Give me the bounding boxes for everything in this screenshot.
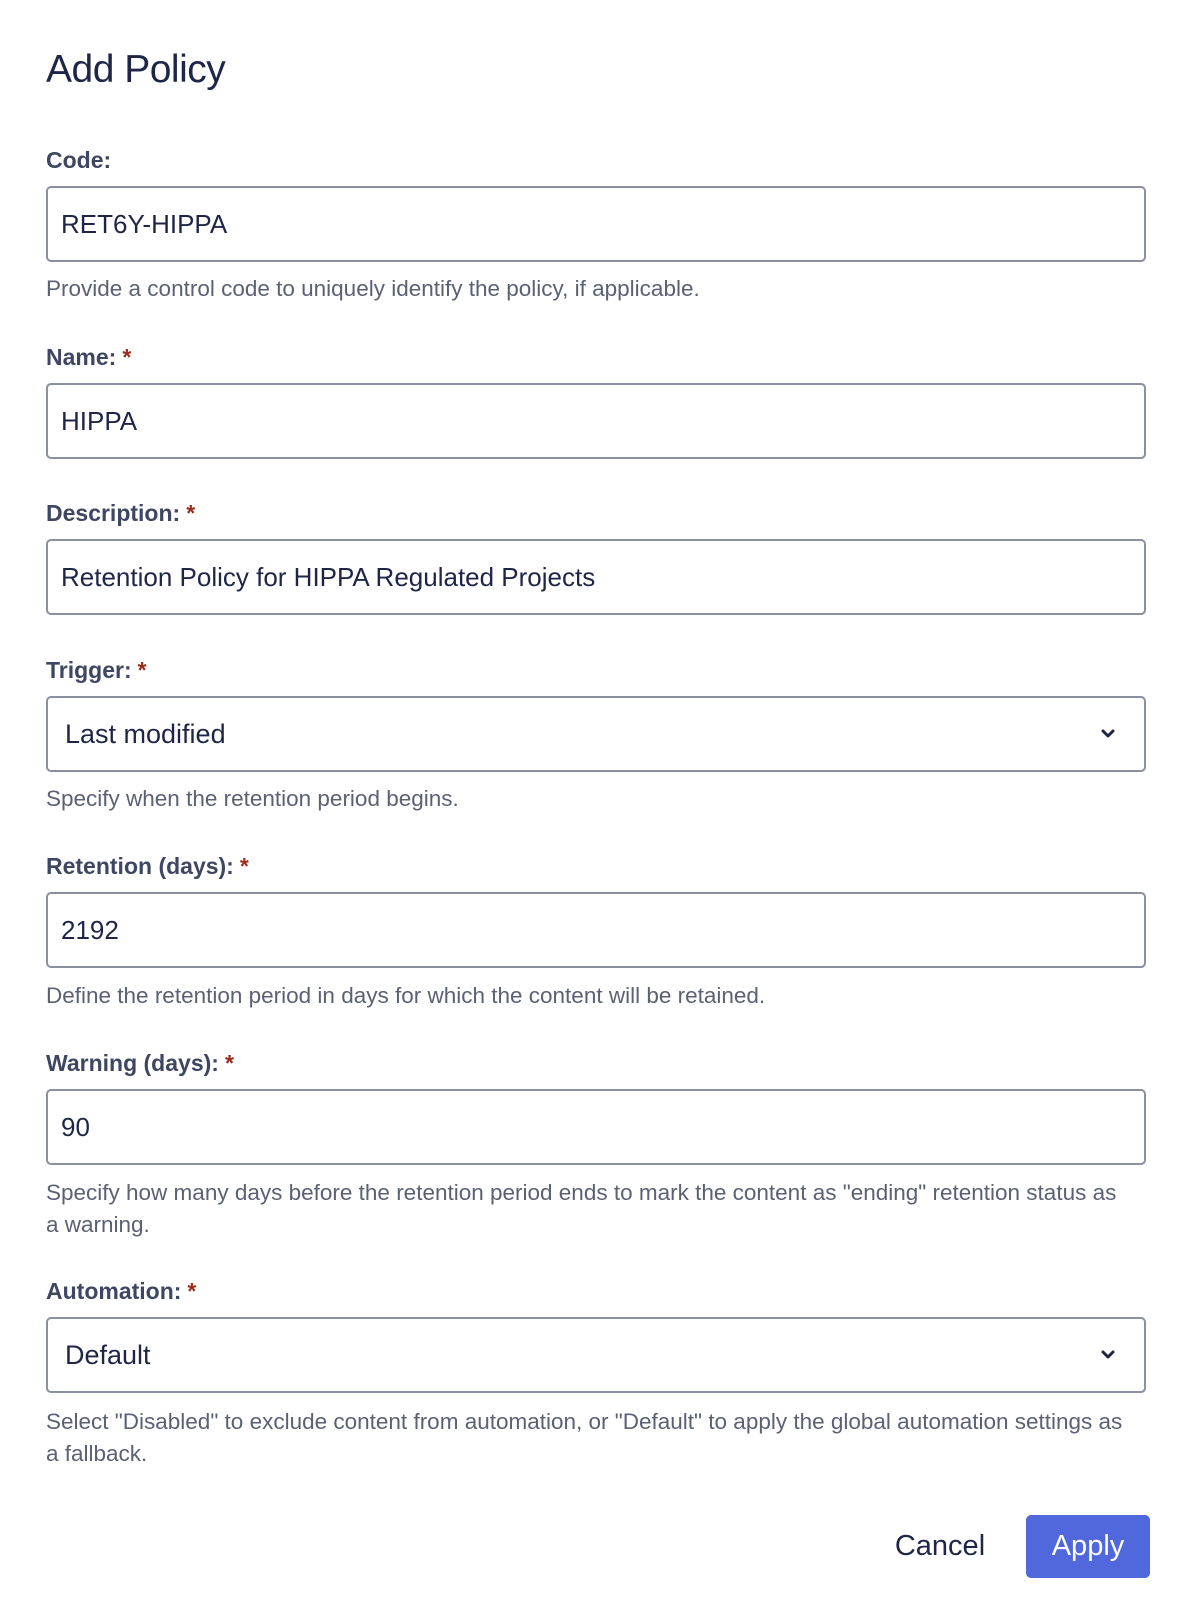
- name-value: HIPPA: [61, 405, 138, 436]
- code-label: [46, 147, 111, 174]
- trigger-select[interactable]: [46, 696, 1146, 772]
- automation-value: Default: [65, 1339, 151, 1370]
- chevron-down-icon: [1098, 1345, 1118, 1365]
- automation-label: [46, 1278, 196, 1305]
- required-asterisk: *: [239, 853, 249, 879]
- required-asterisk: *: [137, 657, 147, 683]
- trigger-value: Last modified: [65, 718, 226, 749]
- automation-select[interactable]: [46, 1317, 1146, 1393]
- code-help: Provide a control code to uniquely identify the policy, if applicable.: [46, 276, 700, 301]
- code-label-text: Code:: [46, 147, 112, 173]
- required-asterisk: *: [186, 500, 196, 526]
- warning-label-text: Warning (days):: [46, 1050, 219, 1076]
- automation-label-text: Automation:: [46, 1278, 182, 1304]
- warning-help: Specify how many days before the retention period ends to mark the content as "ending" retention status as a warning.: [46, 1180, 1117, 1237]
- required-asterisk: *: [224, 1050, 234, 1076]
- retention-value: 2192: [61, 914, 119, 945]
- name-label: [46, 344, 131, 371]
- chevron-down-icon: [1098, 724, 1118, 744]
- description-value: Retention Policy for HIPPA Regulated Projects: [61, 561, 596, 592]
- description-label-text: Description:: [46, 500, 181, 526]
- dialog-title: Add Policy: [46, 48, 226, 91]
- name-input[interactable]: [46, 383, 1146, 459]
- code-value: RET6Y-HIPPA: [61, 208, 228, 239]
- retention-input[interactable]: [46, 892, 1146, 968]
- warning-label: [46, 1050, 234, 1077]
- automation-help: Select "Disabled" to exclude content from automation, or "Default" to apply the global automation settings as a fallback.: [46, 1409, 1123, 1466]
- warning-value: 90: [61, 1111, 90, 1142]
- retention-help: Define the retention period in days for which the content will be retained.: [46, 983, 766, 1008]
- description-label: [46, 500, 195, 527]
- required-asterisk: *: [122, 344, 132, 370]
- retention-label: [46, 853, 249, 880]
- apply-button[interactable]: Apply: [1026, 1515, 1150, 1578]
- warning-input[interactable]: [46, 1089, 1146, 1165]
- trigger-label: [46, 657, 147, 684]
- cancel-button[interactable]: Cancel: [894, 1530, 986, 1562]
- required-asterisk: *: [187, 1278, 197, 1304]
- retention-label-text: Retention (days):: [46, 853, 234, 879]
- trigger-label-text: Trigger:: [46, 657, 132, 683]
- description-input[interactable]: [46, 539, 1146, 615]
- code-input[interactable]: [46, 186, 1146, 262]
- trigger-help: Specify when the retention period begins.: [46, 786, 459, 811]
- name-label-text: Name:: [46, 344, 117, 370]
